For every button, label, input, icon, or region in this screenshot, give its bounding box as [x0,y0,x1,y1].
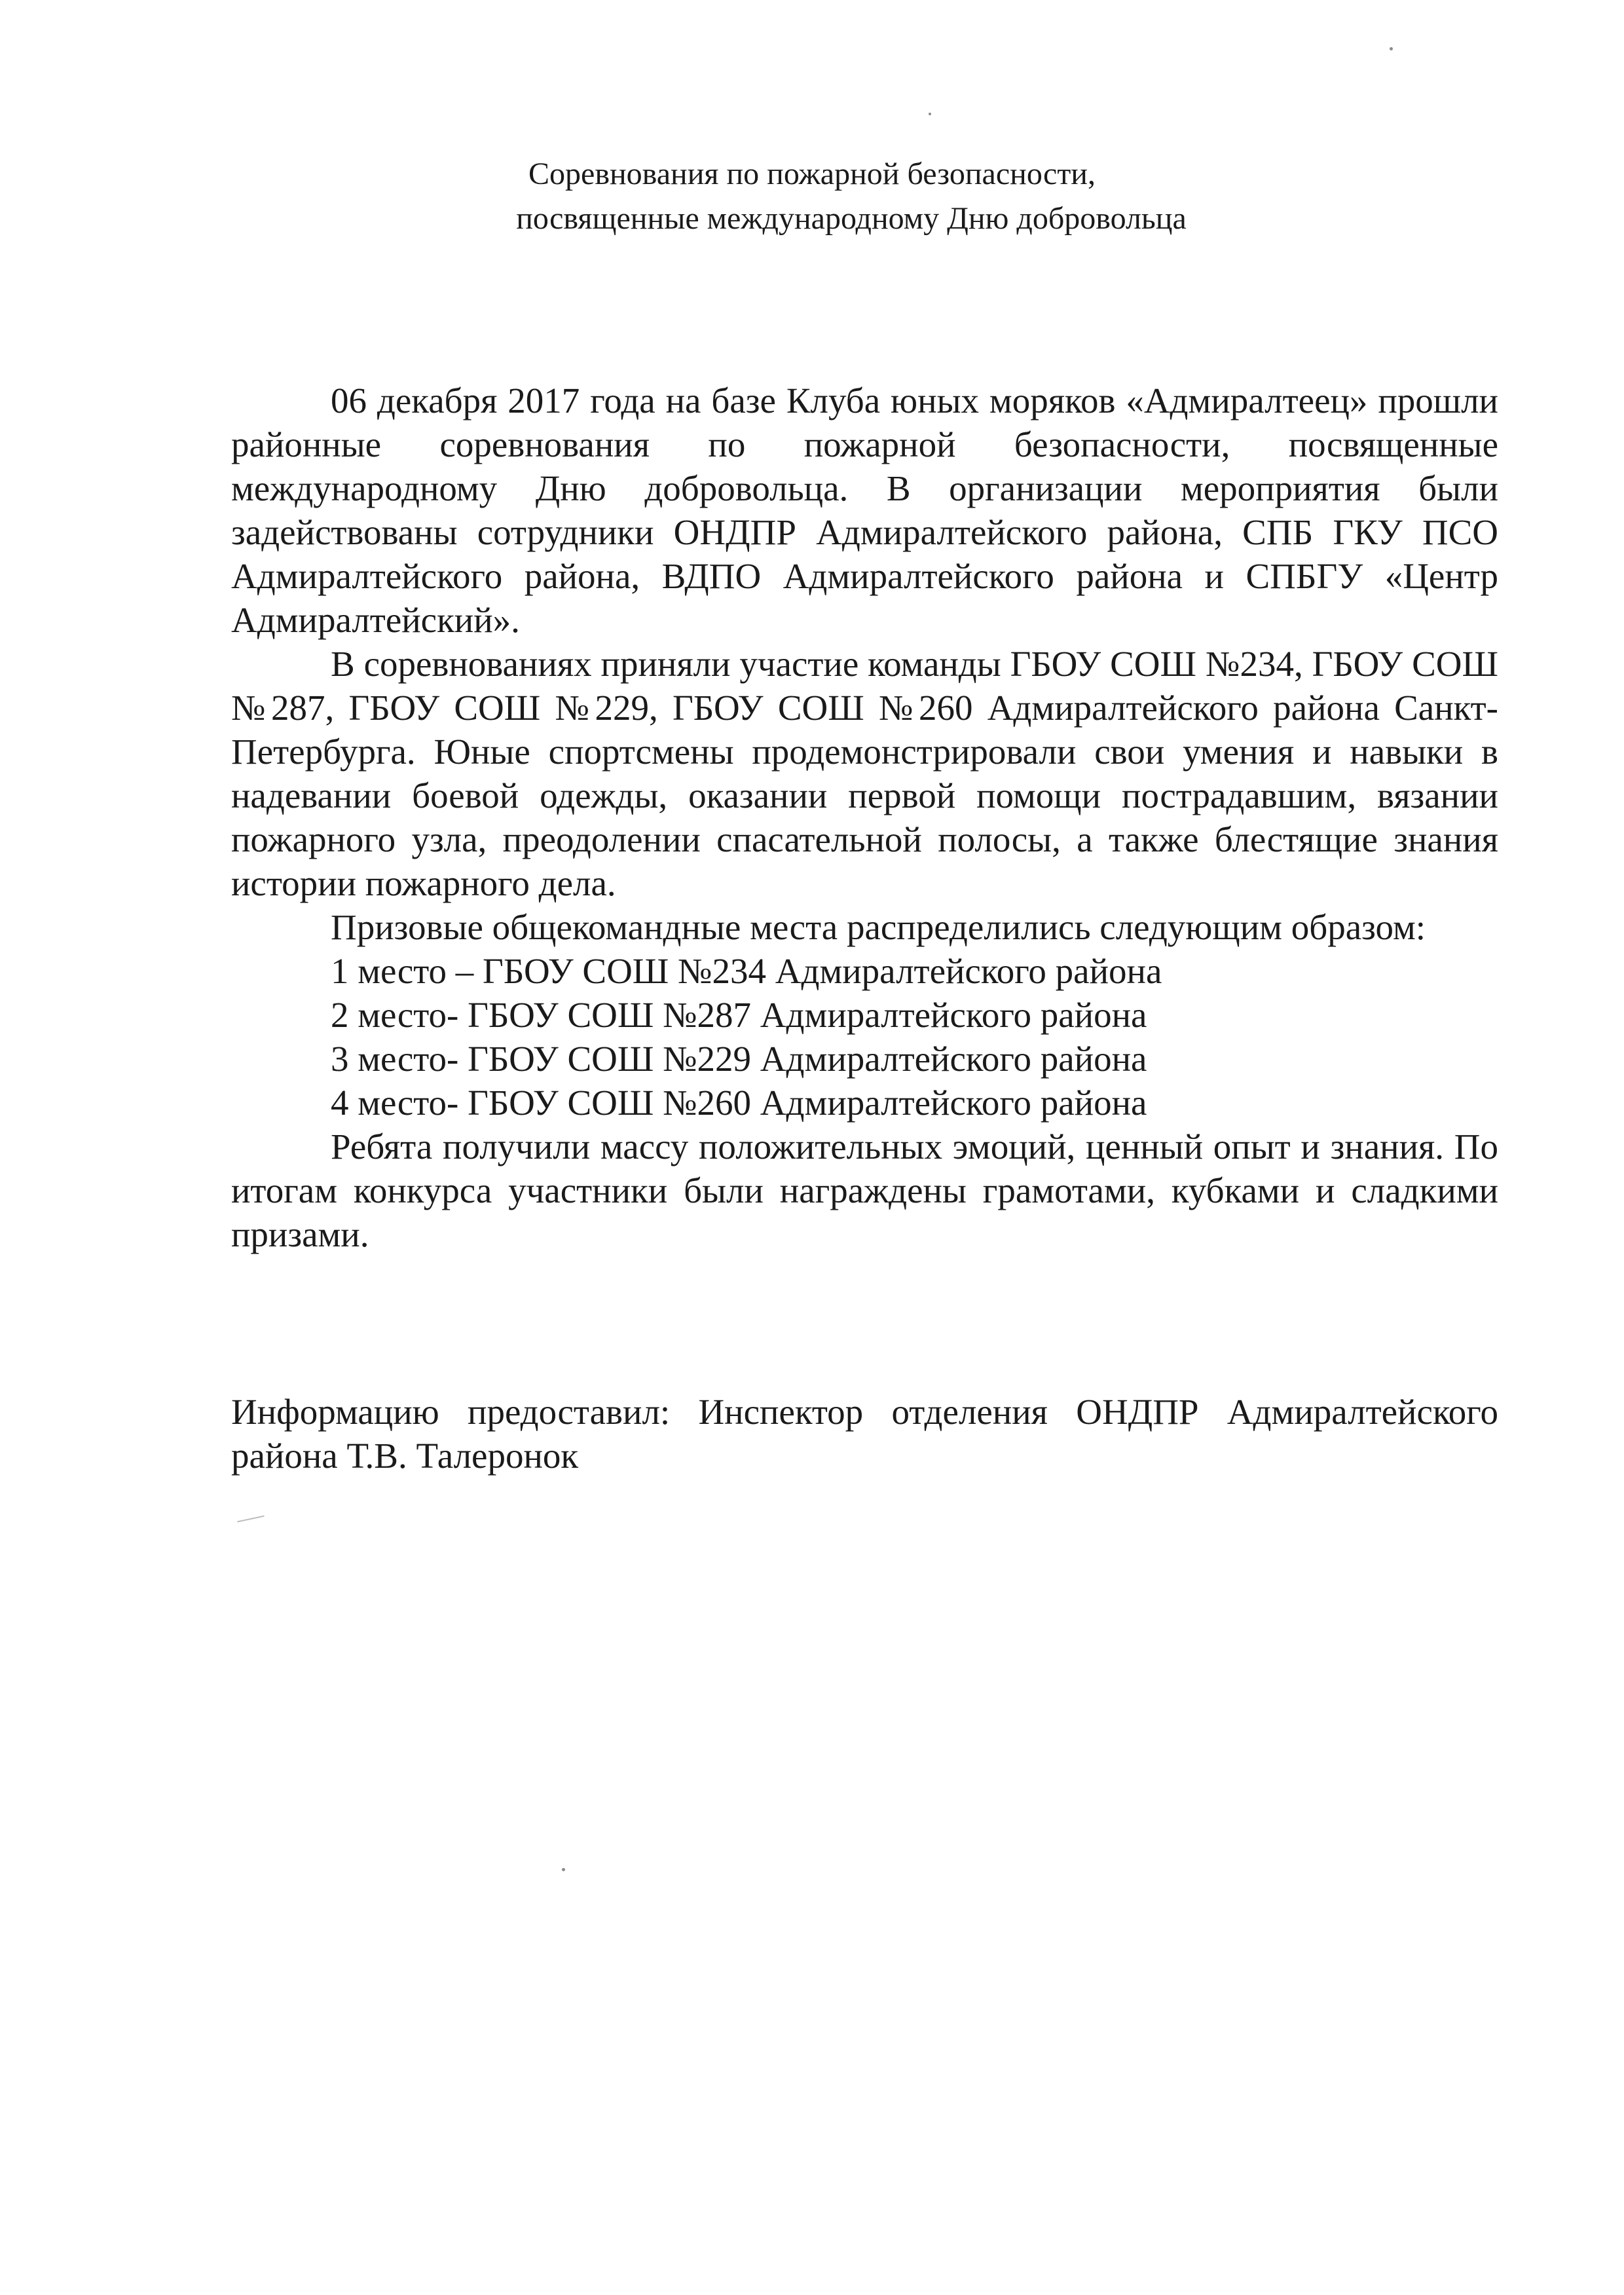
paragraph-participants: В соревнованиях приняли участие команды ГБОУ СОШ №234, ГБОУ СОШ №287, ГБОУ СОШ №229, ГБОУ СОШ №260 Адмиралтейского района Санкт-Петербурга. Юные спортсмены продемонстрировали свои умения и навыки в надевании боевой одежды, оказании первой помощи пострадавшим, вязании пожарного узла, преодолении спасательной полосы, а также блестящие знания истории пожарного дела. [231,644,1498,903]
title-line-2: посвященные международному Дню добровольца [516,201,1187,236]
paragraph-event: 06 декабря 2017 года на базе Клуба юных моряков «Адмиралтеец» прошли районные соревнования по пожарной безопасности, посвященные международному Дню добровольца. В организации мероприятия были задействованы сотрудники ОНДПР Адмиралтейского района, СПБ ГКУ ПСО Адмиралтейского района, ВДПО Адмиралтейского района и СПБГУ «Центр Адмиралтейский». [231,381,1498,640]
scan-streak [237,1516,264,1523]
places-intro: Призовые общекомандные места распределились следующим образом: [331,907,1426,947]
place-item-4: 4 место- ГБОУ СОШ №260 Адмиралтейского района [331,1083,1147,1123]
information-provider: Информацию предоставил: Инспектор отделения ОНДПР Адмиралтейского района Т.В. Талеронок [231,1392,1498,1476]
title-line-1: Соревнования по пожарной безопасности, [528,157,1096,191]
document-body [231,379,1498,1256]
scan-speck [929,113,931,115]
scan-speck [562,1868,565,1871]
place-item-1: 1 место – ГБОУ СОШ №234 Адмиралтейского района [331,951,1162,991]
place-item-2: 2 место- ГБОУ СОШ №287 Адмиралтейского района [331,995,1147,1035]
paragraph-results: Ребята получили массу положительных эмоций, ценный опыт и знания. По итогам конкурса участники были награждены грамотами, кубками и сладкими призами. [231,1127,1498,1254]
scan-speck [1390,47,1393,50]
document-title [0,152,1624,241]
place-item-3: 3 место- ГБОУ СОШ №229 Адмиралтейского района [331,1039,1147,1079]
